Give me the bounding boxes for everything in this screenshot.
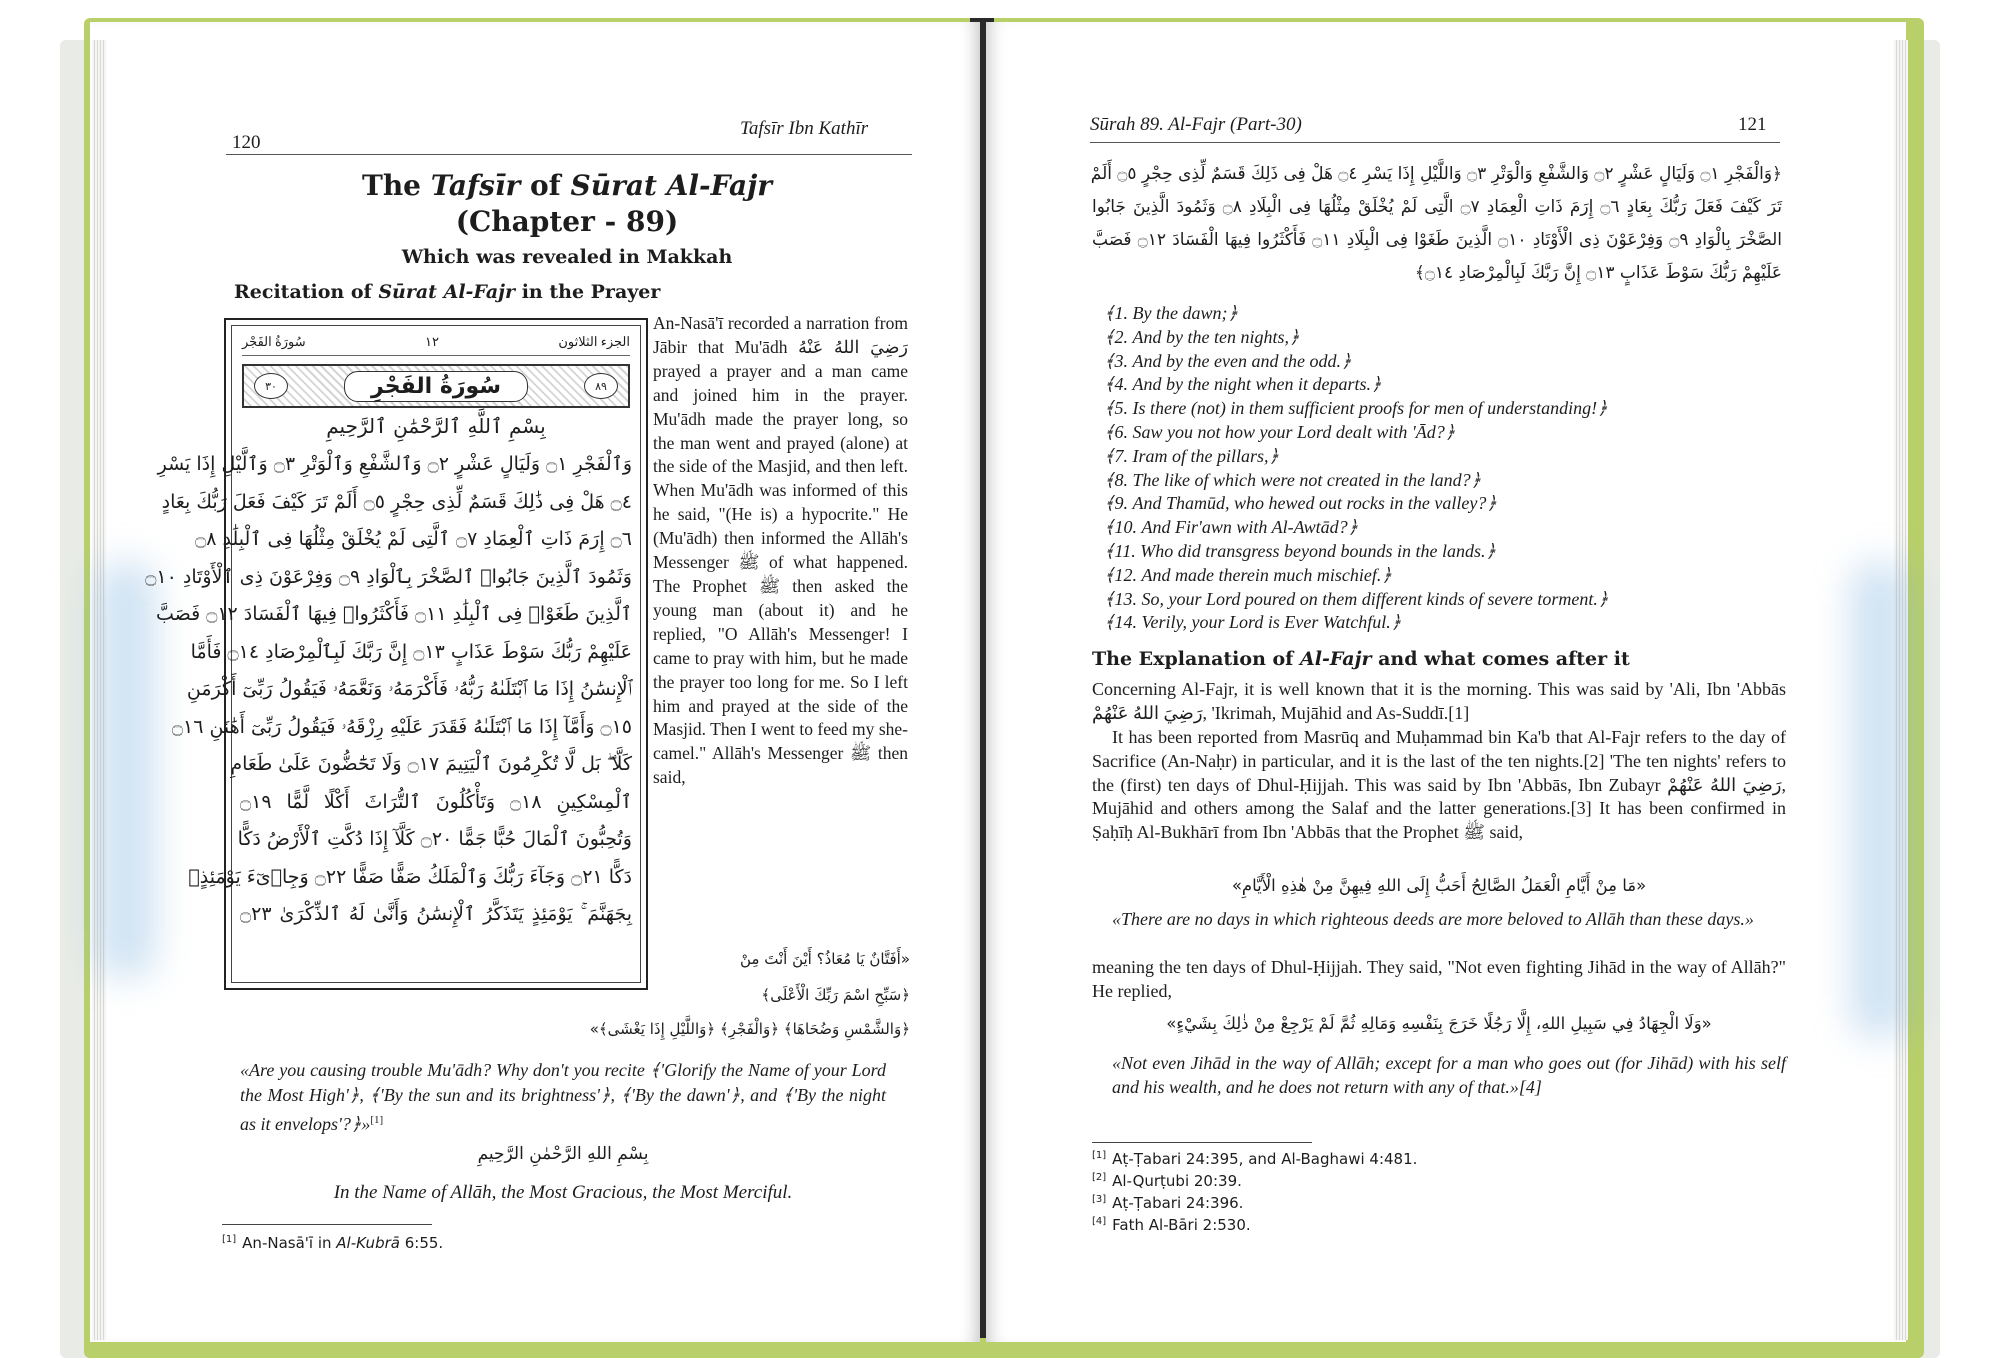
footnote-marker: [2] <box>1092 1172 1107 1183</box>
footnote-text: Fath Al-Bāri 2:530. <box>1112 1216 1251 1234</box>
surah-banner <box>242 364 630 408</box>
mushaf-line: وَتُحِبُّونَ ٱلْمَالَ حُبًّا جَمًّا ۝٢٠ كَلَّآ إِذَا دُكَّتِ ٱلْأَرْضُ دَكًّا <box>237 828 632 850</box>
mushaf-line: وَٱلْفَجْرِ ۝١ وَلَيَالٍ عَشْرٍ ۝٢ وَٱلشَّفْعِ وَٱلْوَتْرِ ۝٣ وَٱلَّيْلِ إِذَا يَسْرِ <box>157 453 632 475</box>
page-number-right: 121 <box>1738 114 1767 135</box>
mushaf-line: دَكًّا ۝٢١ وَجَآءَ رَبُّكَ وَٱلْمَلَكُ صَفًّا صَفًّا ۝٢٢ وَجِا۟ىٓءَ يَوْمَئِذٍۭ <box>188 865 632 888</box>
heading-surah: Sūrat Al-Fajr <box>378 281 516 303</box>
footnote-right <box>1092 1194 1243 1212</box>
chapter-title <box>222 168 912 268</box>
footnote-rule-right <box>1092 1142 1312 1143</box>
narration-text: An-Nasā'ī recorded a narration from Jābir that Mu'ādh رَضِيَ اللهُ عَنْهُ prayed a prayer and a man came and joined him in the prayer. Mu'ādh made the prayer long, so the man went and prayed (alone) at the side of the Masjid, and then left. When Mu'ādh was informed of this he said, "(He is) a hypocrite." He (Mu'ādh) then informed the Allāh's Messenger ﷺ of what happened. The Prophet ﷺ then asked the young man (about it) and he replied, "O Allāh's Messenger! I came to pray with him, but he made the prayer too long for me. So I left him and prayed at the side of the Masjid. Then I went to feed my she-camel." Allāh's Messenger ﷺ then said, <box>653 313 909 788</box>
mushaf-line: كَلَّا ۖ بَل لَّا تُكْرِمُونَ ٱلْيَتِيمَ ۝١٧ وَلَا تَحَٰٓضُّونَ عَلَىٰ طَعَامِ <box>230 753 632 775</box>
footnote-marker: [1] <box>1092 1150 1107 1161</box>
footnote-marker: [4] <box>1092 1216 1107 1227</box>
mushaf-line: بِجَهَنَّمَ ۚ يَوْمَئِذٍ يَتَذَكَّرُ ٱلْإِنسَٰنُ وَأَنَّىٰ لَهُ ٱلذِّكْرَىٰ ۝٢٣ <box>240 903 632 925</box>
hadith-translation-jihad: «Not even Jihād in the way of Allāh; except for a man who goes out (for Jihād) with his self and his wealth, and he does not return with any of that.»[4] <box>1112 1053 1786 1097</box>
verse-translation: ﴾4. And by the night when it departs.﴿ <box>1104 374 1382 395</box>
title-tafsir: Tafsīr <box>430 169 521 202</box>
verse-translation: ﴾9. And Thamūd, who hewed out rocks in the valley?﴿ <box>1104 493 1497 514</box>
footnote-ref: [1] <box>370 1114 384 1126</box>
footnote-right <box>1092 1150 1417 1168</box>
verse-translation: ﴾10. And Fir'awn with Al-Awtād?﴿ <box>1104 517 1359 538</box>
verse-translation: ﴾13. So, your Lord poured on them different kinds of severe torment.﴿ <box>1104 588 1609 609</box>
header-rule-right <box>1090 142 1780 143</box>
footnote-suffix: 6:55. <box>399 1234 444 1252</box>
heading-suffix: in the Prayer <box>521 281 661 303</box>
hadith-arabic-line: ﴿وَالشَّمْسِ وَضُحَاهَا﴾ ﴿وَالْفَجْرِ﴾ ﴿وَاللَّيْلِ إِذَا يَغْشَى﴾» <box>589 1020 910 1038</box>
hadith-arabic-line: ﴿سَبِّحِ اسْمَ رَبِّكَ الْأَعْلَى﴾ <box>761 986 910 1004</box>
mushaf-line: ٱلْإِنسَٰنُ إِذَا مَا ٱبْتَلَىٰهُ رَبُّهُۥ فَأَكْرَمَهُۥ وَنَعَّمَهُۥ فَيَقُولُ رَبِّىٓ أَكْرَمَنِ <box>186 678 632 700</box>
hadith-arabic-jihad: «وَلَا الْجِهَادُ فِي سَبِيلِ اللهِ، إِلَّا رَجُلًا خَرَجَ بِنَفْسِهِ وَمَالِهِ ثُمَّ لَمْ يَرْجِعْ مِنْ ذٰلِكَ بِشَيْءٍ» <box>1166 1014 1712 1033</box>
hadith-arabic-line: «أَفَتَّانٌ يَا مُعَاذُ؟ أَيْنَ أَنْتَ مِنْ <box>740 950 910 968</box>
footnote-marker: [3] <box>1092 1194 1107 1205</box>
verse-translation: ﴾6. Saw you not how your Lord dealt with 'Ād?﴿ <box>1104 421 1456 442</box>
footnote-right <box>1092 1216 1251 1234</box>
footnote-left <box>222 1234 443 1252</box>
title-surah: Sūrat Al-Fajr <box>570 169 772 202</box>
page-number-left: 120 <box>232 132 261 153</box>
title-chapter-number: (Chapter - 89) <box>455 205 679 238</box>
quran-arabic-block <box>1092 158 1782 290</box>
mushaf-header <box>242 334 630 356</box>
footnote-text: Al-Qurṭubi 20:39. <box>1112 1172 1242 1190</box>
hadith-arabic-ten-days: «مَا مِنْ أَيَّامِ الْعَمَلُ الصَّالِحُ أَحَبُّ إِلَى اللهِ فِيهِنَّ مِنْ هٰذِهِ الْأَيَّامِ» <box>1231 876 1647 895</box>
paragraph-concerning-fajr: Concerning Al-Fajr, it is well known that it is the morning. This was said by 'Ali, Ibn 'Abbās رَضِيَ اللهُ عَنْهُمْ, 'Ikrimah, Mujāhid and As-Suddī.[1] <box>1092 679 1786 723</box>
cover-tint-right <box>1850 560 1910 1040</box>
revelation-place: Which was revealed in Makkah <box>401 246 733 268</box>
paragraph-ten-nights: It has been reported from Masrūq and Muḥammad bin Ka'b that Al-Fajr refers to the day of Sacrifice (An-Naḥr) in particular, and it is the last of the ten nights.[2] 'The ten nights' refers to the (first) ten days of Dhul-Ḥijjah. This was said by Ibn 'Abbās, Ibn Zubayr رَضِيَ اللهُ عَنْهُمْ, Mujāhid and others among the Salaf and the latter generations.[3] It has been confirmed in Ṣaḥīḥ Al-Bukhārī from Ibn 'Abbās that the Prophet ﷺ said, <box>1092 727 1786 843</box>
heading-term: Al-Fajr <box>1299 648 1372 670</box>
mushaf-line: ۝٤ هَلْ فِى ذَٰلِكَ قَسَمٌ لِّذِى حِجْرٍ ۝٥ أَلَمْ تَرَ كَيْفَ فَعَلَ رَبُّكَ بِعَادٍ <box>161 490 632 513</box>
mushaf-line: ۝٦ إِرَمَ ذَاتِ ٱلْعِمَادِ ۝٧ ٱلَّتِى لَمْ يُخْلَقْ مِثْلُهَا فِى ٱلْبِلَٰدِ ۝٨ <box>195 528 632 550</box>
mushaf-page-image <box>145 318 648 990</box>
heading-prefix: The Explanation of <box>1092 648 1294 670</box>
verse-translation: ﴾8. The like of which were not created in the land?﴿ <box>1104 469 1482 490</box>
mushaf-line: عَلَيْهِمْ رَبُّكَ سَوْطَ عَذَابٍ ۝١٣ إِنَّ رَبَّكَ لَبِٱلْمِرْصَادِ ۝١٤ فَأَمَّا <box>190 640 632 663</box>
paragraph-meaning: meaning the ten days of Dhul-Ḥijjah. They said, "Not even fighting Jihād in the way of Allāh?" He replied, <box>1092 957 1786 1001</box>
cover-tint-left <box>96 560 156 980</box>
verse-translation: ﴾7. Iram of the pillars,﴿ <box>1104 445 1280 466</box>
mushaf-text <box>145 446 632 934</box>
footnote-rule-left <box>222 1224 432 1225</box>
verse-translation: ﴾1. By the dawn;﴿ <box>1104 303 1239 323</box>
footnote-text: Aṭ-Ṭabari 24:395, and Al-Baghawi 4:481. <box>1112 1150 1418 1168</box>
mushaf-line: ٱلْمِسْكِينِ ۝١٨ وَتَأْكُلُونَ ٱلتُّرَاثَ أَكْلًا لَّمًّا ۝١٩ <box>240 790 632 813</box>
verse-translation: ﴾5. Is there (not) in them sufficient proofs for men of understanding!﴿ <box>1104 398 1608 419</box>
title-prefix: The <box>361 169 421 202</box>
hadith-translation <box>240 1058 886 1137</box>
running-head-right: Sūrah 89. Al-Fajr (Part-30) <box>1090 114 1302 135</box>
verse-translations <box>1104 302 1784 635</box>
quran-arabic-line: ﴿وَالْفَجْرِ ۝١ وَلَيَالٍ عَشْرٍ ۝٢ وَالشَّفْعِ وَالْوَتْرِ ۝٣ وَاللَّيْلِ إِذَا يَسْرِ ۝٤ هَلْ فِى ذَلِكَ قَسَمٌ لِّذِى حِجْرٍ ۝٥ أَلَمْ <box>1090 164 1782 184</box>
banner-surah-name: سُورَةُ الفَجْرِ <box>344 371 528 402</box>
hadith-translation-ten-days: «There are no days in which righteous deeds are more beloved to Allāh than these days.» <box>1112 909 1754 929</box>
heading-prefix: Recitation of <box>234 281 372 303</box>
footnote-text: Aṭ-Ṭabari 24:396. <box>1112 1194 1244 1212</box>
quran-arabic-line: عَلَيْهِمْ رَبُّكَ سَوْطَ عَذَابٍ ۝١٣ إِنَّ رَبَّكَ لَبِالْمِرْصَادِ ۝١٤﴾ <box>1414 263 1782 283</box>
mushaf-basmala: بِسْمِ ٱللَّهِ ٱلرَّحْمَٰنِ ٱلرَّحِيمِ <box>326 414 546 438</box>
verse-translation: ﴾3. And by the even and the odd.﴿ <box>1104 350 1352 371</box>
hadith-translation-text: «Are you causing trouble Mu'ādh? Why don't you recite ﴾'Glorify the Name of your Lord the Most High'﴿, ﴾'By the sun and its brightness'﴿, ﴾'By the dawn'﴿, and ﴾'By the night as it envelops'?﴿» <box>240 1060 886 1134</box>
verse-translation: ﴾2. And by the ten nights,﴿ <box>1104 326 1300 347</box>
mushaf-line: وَثَمُودَ ٱلَّذِينَ جَابُوا۟ ٱلصَّخْرَ بِٱلْوَادِ ۝٩ وَفِرْعَوْنَ ذِى ٱلْأَوْتَادِ ۝١٠ <box>145 565 632 588</box>
footnote-marker: [1] <box>222 1234 237 1245</box>
header-rule-left <box>226 154 912 155</box>
title-of: of <box>530 169 561 202</box>
section-heading-recitation <box>234 281 660 303</box>
mushaf-page-label: ١٢ <box>425 334 439 349</box>
mushaf-surah-label: سُورَةُ الفَجْر <box>242 334 306 349</box>
running-head-left: Tafsīr Ibn Kathīr <box>740 118 869 139</box>
mushaf-line: ۝١٥ وَأَمَّآ إِذَا مَا ٱبْتَلَىٰهُ فَقَدَرَ عَلَيْهِ رِزْقَهُۥ فَيَقُولُ رَبِّىٓ أَهَٰنَنِ ۝١٦ <box>171 715 632 738</box>
section-heading-explanation <box>1092 648 1630 670</box>
mushaf-line: ٱلَّذِينَ طَغَوْا۟ فِى ٱلْبِلَٰدِ ۝١١ فَأَكْثَرُوا۟ فِيهَا ٱلْفَسَادَ ۝١٢ فَصَبَّ <box>155 603 632 625</box>
mushaf-part-label: الجزء الثلاثون <box>558 334 630 349</box>
verse-translation: ﴾14. Verily, your Lord is Ever Watchful.﴿ <box>1104 612 1402 633</box>
basmala-translation: In the Name of Allāh, the Most Gracious, the Most Merciful. <box>333 1182 793 1203</box>
footnote-source: Al-Kubrā <box>336 1234 400 1252</box>
banner-ayah-count: ٣٠ <box>254 373 288 399</box>
banner-surah-number: ٨٩ <box>584 373 618 399</box>
footnote-right <box>1092 1172 1242 1190</box>
quran-arabic-line: تَرَ كَيْفَ فَعَلَ رَبُّكَ بِعَادٍ ۝٦ إِرَمَ ذَاتِ الْعِمَادِ ۝٧ الَّتِى لَمْ يُخْلَقْ مِثْلُهَا فِى الْبِلَادِ ۝٨ وَثَمُودَ الَّذِينَ جَابُوا <box>1092 197 1782 217</box>
verse-translation: ﴾12. And made therein much mischief.﴿ <box>1104 564 1392 585</box>
basmala-arabic: بِسْمِ اللهِ الرَّحْمٰنِ الرَّحِيمِ <box>477 1144 649 1164</box>
quran-arabic-line: الصَّخْرَ بِالْوَادِ ۝٩ وَفِرْعَوْنَ ذِى الْأَوْتَادِ ۝١٠ الَّذِينَ طَغَوْا فِى الْبِلَادِ ۝١١ فَأَكْثَرُوا فِيهَا الْفَسَادَ ۝١٢ فَصَبَّ <box>1092 230 1783 250</box>
verse-translation: ﴾11. Who did transgress beyond bounds in the lands.﴿ <box>1104 540 1497 561</box>
heading-suffix: and what comes after it <box>1378 648 1630 670</box>
footnote-prefix: An-Nasā'ī in <box>242 1234 337 1252</box>
